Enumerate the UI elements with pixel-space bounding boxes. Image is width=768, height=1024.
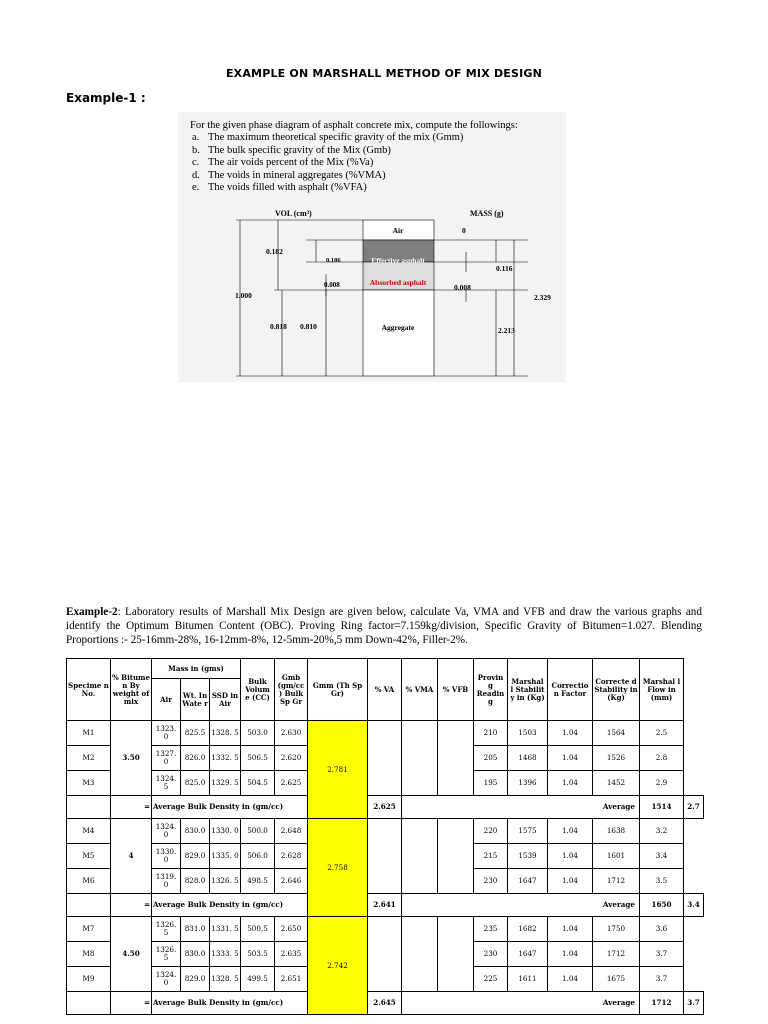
- cell-correction: 1.04: [548, 844, 593, 869]
- cell-correction: 1.04: [548, 721, 593, 746]
- cell-correction: 1.04: [548, 771, 593, 796]
- cell-flow: 3.7: [640, 942, 684, 967]
- cell-water: 826.0: [181, 746, 210, 771]
- cell-proving: 215: [474, 844, 508, 869]
- cell-stability: 1539: [508, 844, 548, 869]
- question-item-label: d.: [192, 169, 200, 181]
- cell-proving: 195: [474, 771, 508, 796]
- cell-vfb: [438, 917, 474, 992]
- header-va: % VA: [368, 659, 402, 721]
- cell-corrected: 1638: [593, 819, 640, 844]
- table-row: [67, 917, 704, 942]
- cell-air: 1326. 5: [152, 917, 181, 942]
- vol-absorbed-value: 0.008: [324, 281, 340, 289]
- cell-volume: 500.5: [241, 917, 275, 942]
- header-stability: Marshal l Stabilit y in (Kg): [508, 659, 548, 721]
- header-vfb: % VFB: [438, 659, 474, 721]
- cell-gmb: 2.630: [275, 721, 308, 746]
- question-item-text: The voids in mineral aggregates (%VMA): [208, 169, 386, 181]
- cell-gmm: 2.781: [308, 721, 368, 819]
- cell-gmb: 2.648: [275, 819, 308, 844]
- average-flow: 3.7: [684, 992, 704, 1015]
- example1-figure: [178, 112, 566, 382]
- vol-effective-value: 0.106: [326, 257, 341, 264]
- average-word: Average: [402, 992, 640, 1015]
- header-corrected: Correcte d Stability in (Kg): [593, 659, 640, 721]
- volume-dimension-lines: [236, 220, 363, 376]
- mass-total-value: 2.329: [534, 293, 551, 302]
- question-item-label: a.: [192, 132, 200, 144]
- header-water: Wt. In Wate r: [181, 679, 210, 721]
- vol-agg-bulk-value: 0.818: [270, 322, 287, 331]
- cell-vma: [402, 721, 438, 796]
- cell-stability: 1503: [508, 721, 548, 746]
- average-label: Average Bulk Density in (gm/cc): [152, 894, 308, 917]
- mass-dimension-lines: [434, 240, 528, 376]
- question-item-label: e.: [192, 182, 200, 194]
- cell-gmm: 2.758: [308, 819, 368, 917]
- average-label: Average Bulk Density in (gm/cc): [152, 992, 308, 1015]
- cell-stability: 1647: [508, 942, 548, 967]
- cell-stability: 1682: [508, 917, 548, 942]
- question-item-text: The voids filled with asphalt (%VFA): [208, 182, 367, 194]
- mass-agg-value: 2.213: [498, 326, 515, 335]
- cell-equals: =: [111, 796, 152, 819]
- vol-total-value: 1.000: [235, 291, 252, 300]
- cell-corrected: 1564: [593, 721, 640, 746]
- cell-flow: 2.9: [640, 771, 684, 796]
- cell-gmb: 2.646: [275, 869, 308, 894]
- header-bulk-volume: Bulk Volum e (CC): [241, 659, 275, 721]
- marshall-results-table: [66, 658, 704, 1015]
- cell-water: 830.0: [181, 942, 210, 967]
- effective-asphalt-label: Effective asphalt: [371, 256, 425, 265]
- cell-gmb: 2.620: [275, 746, 308, 771]
- cell-stability: 1647: [508, 869, 548, 894]
- cell-water: 828.0: [181, 869, 210, 894]
- question-item-text: The air voids percent of the Mix (%Va): [208, 157, 374, 169]
- cell-corrected: 1601: [593, 844, 640, 869]
- cell-empty: [67, 992, 111, 1015]
- cell-ssd: 1332. 5: [210, 746, 241, 771]
- cell-air: 1324. 5: [152, 771, 181, 796]
- cell-gmb: 2.625: [275, 771, 308, 796]
- question-item-label: c.: [192, 157, 200, 169]
- cell-specimen: M9: [67, 967, 111, 992]
- cell-volume: 499.5: [241, 967, 275, 992]
- cell-corrected: 1712: [593, 942, 640, 967]
- cell-air: 1330. 0: [152, 844, 181, 869]
- header-vma: % VMA: [402, 659, 438, 721]
- average-row: [67, 796, 704, 819]
- cell-air: 1324. 0: [152, 967, 181, 992]
- cell-flow: 3.7: [640, 967, 684, 992]
- cell-specimen: M6: [67, 869, 111, 894]
- average-corrected: 1712: [640, 992, 684, 1015]
- table-row: [67, 819, 704, 844]
- question-item-label: b.: [192, 144, 200, 156]
- header-mass: Mass in (gms): [152, 659, 241, 679]
- cell-va: [368, 917, 402, 992]
- cell-air: 1324. 0: [152, 819, 181, 844]
- cell-ssd: 1328. 5: [210, 967, 241, 992]
- cell-equals: =: [111, 894, 152, 917]
- mass-header: MASS (g): [470, 209, 504, 218]
- cell-gmb: 2.635: [275, 942, 308, 967]
- cell-equals: =: [111, 992, 152, 1015]
- cell-water: 825.0: [181, 771, 210, 796]
- header-proving: Provin g Readin g: [474, 659, 508, 721]
- average-row: [67, 894, 704, 917]
- cell-specimen: M7: [67, 917, 111, 942]
- cell-air: 1326. 5: [152, 942, 181, 967]
- question-item-text: The maximum theoretical specific gravity of the mix (Gmm): [208, 132, 464, 144]
- cell-volume: 498.5: [241, 869, 275, 894]
- header-air: Air: [152, 679, 181, 721]
- cell-flow: 3.5: [640, 869, 684, 894]
- cell-specimen: M2: [67, 746, 111, 771]
- cell-corrected: 1452: [593, 771, 640, 796]
- cell-stability: 1468: [508, 746, 548, 771]
- cell-gmb: 2.651: [275, 967, 308, 992]
- cell-flow: 3.6: [640, 917, 684, 942]
- cell-va: [368, 721, 402, 796]
- table-row: [67, 721, 704, 746]
- cell-water: 830.0: [181, 819, 210, 844]
- mass-air-value: 0: [462, 226, 466, 235]
- cell-proving: 230: [474, 869, 508, 894]
- document-title: EXAMPLE ON MARSHALL METHOD OF MIX DESIGN: [225, 67, 543, 80]
- cell-flow: 3.2: [640, 819, 684, 844]
- cell-flow: 2.5: [640, 721, 684, 746]
- header-correction: Correctio n Factor: [548, 659, 593, 721]
- cell-volume: 503.5: [241, 942, 275, 967]
- header-gmm: Gmm (Th Sp Gr): [308, 659, 368, 721]
- average-flow: 3.4: [684, 894, 704, 917]
- cell-vma: [402, 917, 438, 992]
- cell-vfb: [438, 721, 474, 796]
- cell-vfb: [438, 819, 474, 894]
- absorbed-asphalt-label: Absorbed asphalt: [369, 278, 427, 287]
- example2-text: : Laboratory results of Marshall Mix Design are given below, calculate Va, VMA and VFB and draw the various graphs and identify the Optimum Bitumen Content (OBC). Proving Ring factor=7.159kg/division, Specific Gravity of Bitumen=1.027. Blending Proportions :- 25-16mm-28%, 16-12mm-8%, 12-5mm-20%,5 mm Down-42%, Filler-2%.: [66, 606, 702, 646]
- cell-va: [368, 819, 402, 894]
- header-flow: Marshal l Flow in (mm): [640, 659, 684, 721]
- cell-ssd: 1326. 5: [210, 869, 241, 894]
- cell-bitumen: 4: [111, 819, 152, 894]
- cell-water: 829.0: [181, 844, 210, 869]
- cell-correction: 1.04: [548, 869, 593, 894]
- cell-empty: [67, 796, 111, 819]
- cell-volume: 503.0: [241, 721, 275, 746]
- cell-correction: 1.04: [548, 746, 593, 771]
- mass-absorbed-value: 0.008: [454, 283, 471, 292]
- cell-proving: 205: [474, 746, 508, 771]
- cell-flow: 3.4: [640, 844, 684, 869]
- cell-ssd: 1328. 5: [210, 721, 241, 746]
- average-gmb: 2.641: [368, 894, 402, 917]
- cell-ssd: 1330. 0: [210, 819, 241, 844]
- vol-header: VOL (cm³): [275, 209, 312, 218]
- cell-volume: 504.5: [241, 771, 275, 796]
- header-bitumen: % Bitume n By weight of mix: [111, 659, 152, 721]
- cell-gmb: 2.628: [275, 844, 308, 869]
- average-row: [67, 992, 704, 1015]
- cell-water: 829.0: [181, 967, 210, 992]
- cell-empty: [67, 894, 111, 917]
- cell-specimen: M4: [67, 819, 111, 844]
- average-gmb: 2.645: [368, 992, 402, 1015]
- cell-correction: 1.04: [548, 819, 593, 844]
- cell-ssd: 1331. 5: [210, 917, 241, 942]
- cell-corrected: 1712: [593, 869, 640, 894]
- cell-proving: 230: [474, 942, 508, 967]
- question-item-text: The bulk specific gravity of the Mix (Gmb): [208, 144, 391, 156]
- cell-corrected: 1675: [593, 967, 640, 992]
- average-gmb: 2.625: [368, 796, 402, 819]
- cell-vma: [402, 819, 438, 894]
- cell-gmb: 2.650: [275, 917, 308, 942]
- cell-ssd: 1329. 5: [210, 771, 241, 796]
- average-word: Average: [402, 894, 640, 917]
- average-flow: 2.7: [684, 796, 704, 819]
- cell-corrected: 1526: [593, 746, 640, 771]
- cell-corrected: 1750: [593, 917, 640, 942]
- cell-proving: 235: [474, 917, 508, 942]
- example1-intro: For the given phase diagram of asphalt concrete mix, compute the followings:: [190, 120, 518, 131]
- cell-ssd: 1333. 5: [210, 942, 241, 967]
- cell-water: 825.5: [181, 721, 210, 746]
- cell-specimen: M3: [67, 771, 111, 796]
- cell-correction: 1.04: [548, 917, 593, 942]
- cell-proving: 210: [474, 721, 508, 746]
- cell-correction: 1.04: [548, 967, 593, 992]
- cell-specimen: M5: [67, 844, 111, 869]
- average-corrected: 1514: [640, 796, 684, 819]
- cell-stability: 1396: [508, 771, 548, 796]
- aggregate-phase: [363, 290, 434, 376]
- header-gmb: Gmb (gm/cc ) Bulk Sp Gr: [275, 659, 308, 721]
- cell-volume: 506.0: [241, 844, 275, 869]
- cell-flow: 2.8: [640, 746, 684, 771]
- cell-volume: 506.5: [241, 746, 275, 771]
- cell-correction: 1.04: [548, 942, 593, 967]
- cell-volume: 500.0: [241, 819, 275, 844]
- phase-diagram: [178, 112, 566, 382]
- example2-paragraph: [66, 606, 702, 647]
- header-ssd: SSD in Air: [210, 679, 241, 721]
- cell-air: 1323. 0: [152, 721, 181, 746]
- cell-bitumen: 4.50: [111, 917, 152, 992]
- air-label: Air: [392, 226, 404, 235]
- cell-stability: 1575: [508, 819, 548, 844]
- cell-bitumen: 3.50: [111, 721, 152, 796]
- average-label: Average Bulk Density in (gm/cc): [152, 796, 308, 819]
- cell-proving: 220: [474, 819, 508, 844]
- cell-air: 1319. 0: [152, 869, 181, 894]
- cell-specimen: M8: [67, 942, 111, 967]
- vol-air-value: 0.182: [266, 247, 283, 256]
- cell-air: 1327. 0: [152, 746, 181, 771]
- header-specimen: Specime n No.: [67, 659, 111, 721]
- cell-gmm: 2.742: [308, 917, 368, 1015]
- example1-heading: Example-1 :: [66, 91, 146, 105]
- mass-effective-value: 0.116: [496, 264, 513, 273]
- aggregate-label: Aggregate: [381, 323, 415, 332]
- cell-water: 831.0: [181, 917, 210, 942]
- example2-heading: Example-2: [66, 606, 118, 618]
- cell-ssd: 1335. 0: [210, 844, 241, 869]
- average-corrected: 1650: [640, 894, 684, 917]
- vol-agg-value: 0.810: [300, 322, 317, 331]
- cell-stability: 1611: [508, 967, 548, 992]
- average-word: Average: [402, 796, 640, 819]
- cell-proving: 225: [474, 967, 508, 992]
- cell-specimen: M1: [67, 721, 111, 746]
